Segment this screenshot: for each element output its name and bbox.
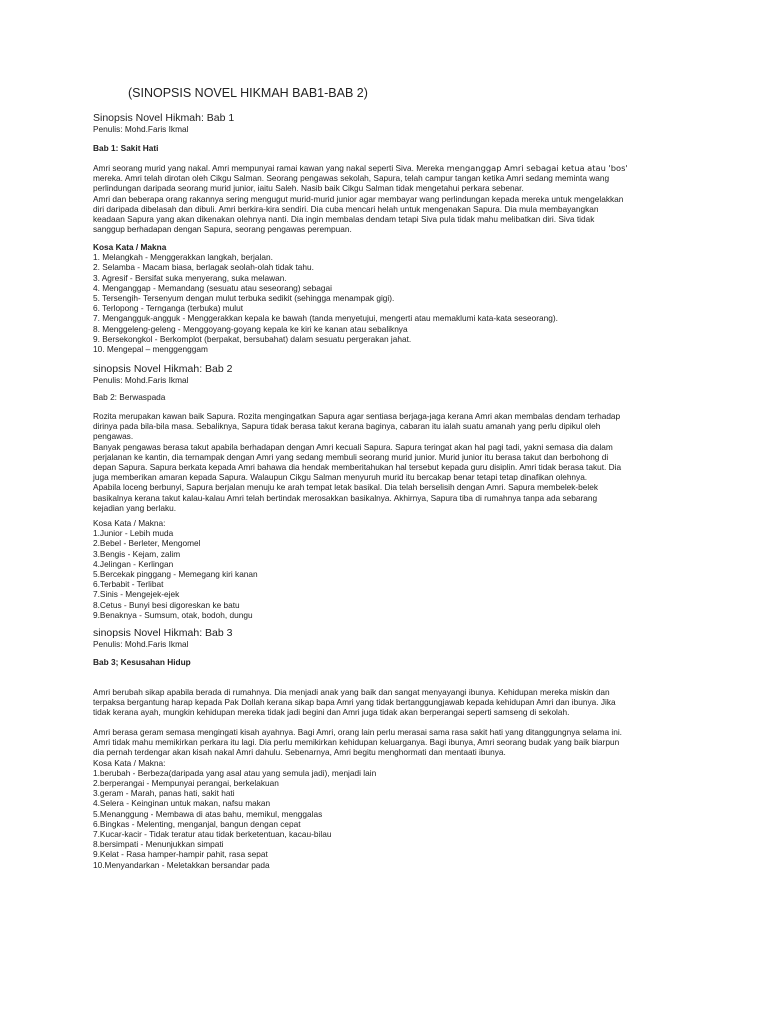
vocab-item: 8.Cetus - Bunyi besi digoreskan ke batu [93, 599, 240, 610]
vocab-item: 2.berperangai - Mempunyai perangai, berkelakuan [93, 778, 279, 789]
vocab-item: 6.Terbabit - Terlibat [93, 579, 164, 590]
bab3-para1 [93, 687, 683, 718]
bab3-line: Amri berubah sikap apabila berada di rumahnya. Dia menjadi anak yang baik dan sangat menyayangi ibunya. Kehidupan mereka miskin dan [93, 687, 610, 697]
bab2-line: pengawas. [93, 431, 134, 442]
bab2-line: Apabila loceng berbunyi, Sapura berjalan menuju ke arah tempat letak basikal. Dia telah berselisih dengan Amri. Sapura membelek-belek [93, 482, 599, 493]
bab3-author: Penulis: Mohd.Faris Ikmal [93, 639, 189, 649]
bab3-line: terpaksa bergantung harap kepada Pak Dollah kerana sikap bapa Amri yang tidak bertanggungjawab kepada kehidupan Amri dan ibunya. Jika [93, 697, 616, 708]
vocab-item: 9.Benaknya - Sumsum, otak, bodoh, dungu [93, 609, 253, 620]
bab2-line: depan Sapura. Sapura berkata kepada Amri bahawa dia hendak memberitahukan hal tersebut kepada guru disiplin. Amri tidak berasa takut. Dia [93, 462, 622, 473]
bab1-para-start: Amri seorang murid yang nakal. Amri mempunyai ramai kawan yang nakal seperti Siva. Mereka [93, 163, 444, 173]
bab1-synopsis [93, 163, 683, 234]
vocab-item: 6.Bingkas - Melenting, menganjal, bangun dengan cepat [93, 818, 301, 829]
bab2-subtitle: Bab 2: Berwaspada [93, 392, 166, 402]
bab1-line: mereka. Amri telah dirotan oleh Cikgu Salman. Seorang pengawas sekolah, Sapura, telah campur tangan ketika Amri sedang meminta wang [93, 173, 610, 184]
bab2-line: Banyak pengawas berasa takut apabila berhadapan dengan Amri kecuali Sapura. Sapura teringat akan hal pagi tadi, yakni semasa dia dalam [93, 441, 613, 452]
bab3-subtitle: Bab 3; Kesusahan Hidup [93, 657, 191, 667]
vocab-item: 7.Kucar-kacir - Tidak teratur atau tidak berketentuan, kacau-bilau [93, 829, 332, 840]
vocab-item: 3.geram - Marah, panas hati, sakit hati [93, 788, 235, 799]
vocab-item: 2. Selamba - Macam biasa, berlagak seolah-olah tidak tahu. [93, 262, 314, 273]
bab3-section [93, 627, 683, 649]
bab1-line: perlindungan daripada seorang murid junior, iaitu Saleh. Nasib baik Cikgu Salman tidak mengetahui perkara sebenar. [93, 183, 524, 194]
vocab-item: 1.Junior - Lebih muda [93, 528, 174, 539]
bab2-vocab-title: Kosa Kata / Makna: [93, 518, 166, 528]
vocab-item: 5. Tersengih- Tersenyum dengan mulut terbuka sedikit (sehingga menampak gigi). [93, 293, 395, 304]
bab3-vocab-title: Kosa Kata / Makna: [93, 757, 166, 768]
bab1-vocab [93, 242, 683, 354]
vocab-item: 7.Sinis - Mengejek-ejek [93, 589, 180, 600]
bab1-vocab-title: Kosa Kata / Makna [93, 242, 167, 252]
bab1-para-handwritten: menganggap Amri sebagai ketua atau 'bos' [443, 163, 628, 173]
bab2-line: kejadian yang berlaku. [93, 502, 177, 513]
bab2-synopsis [93, 411, 683, 513]
vocab-item: 5.Bercekak pinggang - Memegang kiri kanan [93, 569, 258, 580]
bab3-line: tidak kerana ayah, mungkin kehidupan mereka tidak jadi begini dan Amri juga tidak akan berperangai seperti samseng di sekolah. [93, 707, 570, 718]
vocab-item: 3.Bengis - Kejam, zalim [93, 548, 181, 559]
bab2-line: perjalanan ke kantin, dia ternampak dengan Amri yang sedang membuli seorang murid junior. Murid junior itu berasa takut dan berbohong di [93, 451, 609, 462]
vocab-item: 3. Agresif - Bersifat suka menyerang, suka melawan. [93, 272, 287, 283]
vocab-item: 10.Menyandarkan - Meletakkan bersandar pada [93, 859, 270, 870]
vocab-item: 8.bersimpati - Menunjukkan simpati [93, 839, 224, 850]
vocab-item: 6. Terlopong - Ternganga (terbuka) mulut [93, 303, 244, 314]
bab2-section [93, 363, 683, 385]
bab1-section [93, 112, 683, 134]
bab2-line: Rozita merupakan kawan baik Sapura. Rozita mengingatkan Sapura agar sentiasa berjaga-jaga kerana Amri akan membalas dendam terhadap [93, 411, 621, 421]
vocab-item: 10. Mengepal – menggenggam [93, 344, 208, 355]
bab1-subtitle: Bab 1: Sakit Hati [93, 143, 159, 153]
bab1-author: Penulis: Mohd.Faris Ikmal [93, 124, 189, 134]
vocab-item: 2.Bebel - Berleter, Mengomel [93, 538, 201, 549]
bab3-heading: sinopsis Novel Hikmah: Bab 3 [93, 627, 233, 639]
vocab-item: 4. Menganggap - Memandang (sesuatu atau seseorang) sebagai [93, 282, 332, 293]
bab1-line: keadaan Sapura yang akan dikenakan olehnya nanti. Dia ingin membalas dendam tetapi Siva pula tidak mahu melibatkan diri. Siva tidak [93, 214, 595, 225]
vocab-item: 8. Menggeleng-geleng - Menggoyang-goyang kepala ke kiri ke kanan atau sebaliknya [93, 323, 408, 334]
bab2-line: basikalnya kerana takut kalau-kalau Amri telah bertindak merosakkan basikalnya. Akhirnya, Sapura tiba di rumahnya tanpa ada sebarang [93, 492, 598, 503]
bab3-line: Amri tidak mahu memikirkan perkara itu lagi. Dia perlu memikirkan kehidupan keluarganya. Bagi ibunya, Amri seorang budak yang baik biarpun [93, 737, 620, 748]
bab2-line: juga memberikan amaran kepada Sapura. Walaupun Cikgu Salman menyuruh murid itu bercakap benar tetapi tetap dinafikan olehnya. [93, 472, 588, 483]
bab2-line: dirinya pada bila-bila masa. Sebaliknya, Sapura tidak berasa takut kerana baginya, cabaran itu ialah suatu amanah yang perlu dipikul oleh [93, 421, 601, 432]
bab3-line: Amri berasa geram semasa mengingati kisah ayahnya. Bagi Amri, orang lain perlu merasai sama rasa sakit hati yang ditanggungnya selama ini. [93, 727, 622, 737]
bab2-vocab [93, 518, 683, 620]
bab1-line: diri daripada dibelasah dan dibuli. Amri berkira-kira sendiri. Dia cuba mencari helah untuk mengenakan Sapura. Dia mula membayangkan [93, 203, 599, 214]
vocab-item: 1. Melangkah - Menggerakkan langkah, berjalan. [93, 252, 273, 263]
vocab-item: 9.Kelat - Rasa hamper-hampir pahit, rasa sepat [93, 849, 268, 860]
bab1-heading: Sinopsis Novel Hikmah: Bab 1 [93, 112, 235, 124]
vocab-item: 5.Menanggung - Membawa di atas bahu, memikul, menggalas [93, 808, 323, 819]
bab1-line: sanggup berhadapan dengan Sapura, seorang pengawas perempuan. [93, 224, 352, 235]
vocab-item: 4.Selera - Keinginan untuk makan, nafsu makan [93, 798, 271, 809]
vocab-item: 7. Mengangguk-angguk - Menggerakkan kepala ke bawah (tanda menyetujui, mengerti atau memaklumi kata-kata seseorang). [93, 313, 558, 324]
vocab-item: 4.Jelingan - Kerlingan [93, 558, 174, 569]
bab2-author: Penulis: Mohd.Faris Ikmal [93, 375, 189, 385]
vocab-item: 1.berubah - Berbeza(daripada yang asal atau yang semula jadi), menjadi lain [93, 767, 377, 778]
document-title: (SINOPSIS NOVEL HIKMAH BAB1-BAB 2) [128, 86, 368, 100]
bab2-heading: sinopsis Novel Hikmah: Bab 2 [93, 363, 233, 375]
bab3-para2 [93, 727, 683, 870]
bab3-line: dia pernah terdengar akan kisah nakal Amri dahulu. Sebenarnya, Amri begitu menghormati dan mentaati ibunya. [93, 747, 506, 758]
vocab-item: 9. Bersekongkol - Berkomplot (berpakat, bersubahat) dalam sesuatu pergerakan jahat. [93, 333, 412, 344]
bab1-line: Amri dan beberapa orang rakannya sering mengugut murid-murid junior agar membayar wang perlindungan kepada mereka untuk mengelakkan [93, 193, 624, 204]
